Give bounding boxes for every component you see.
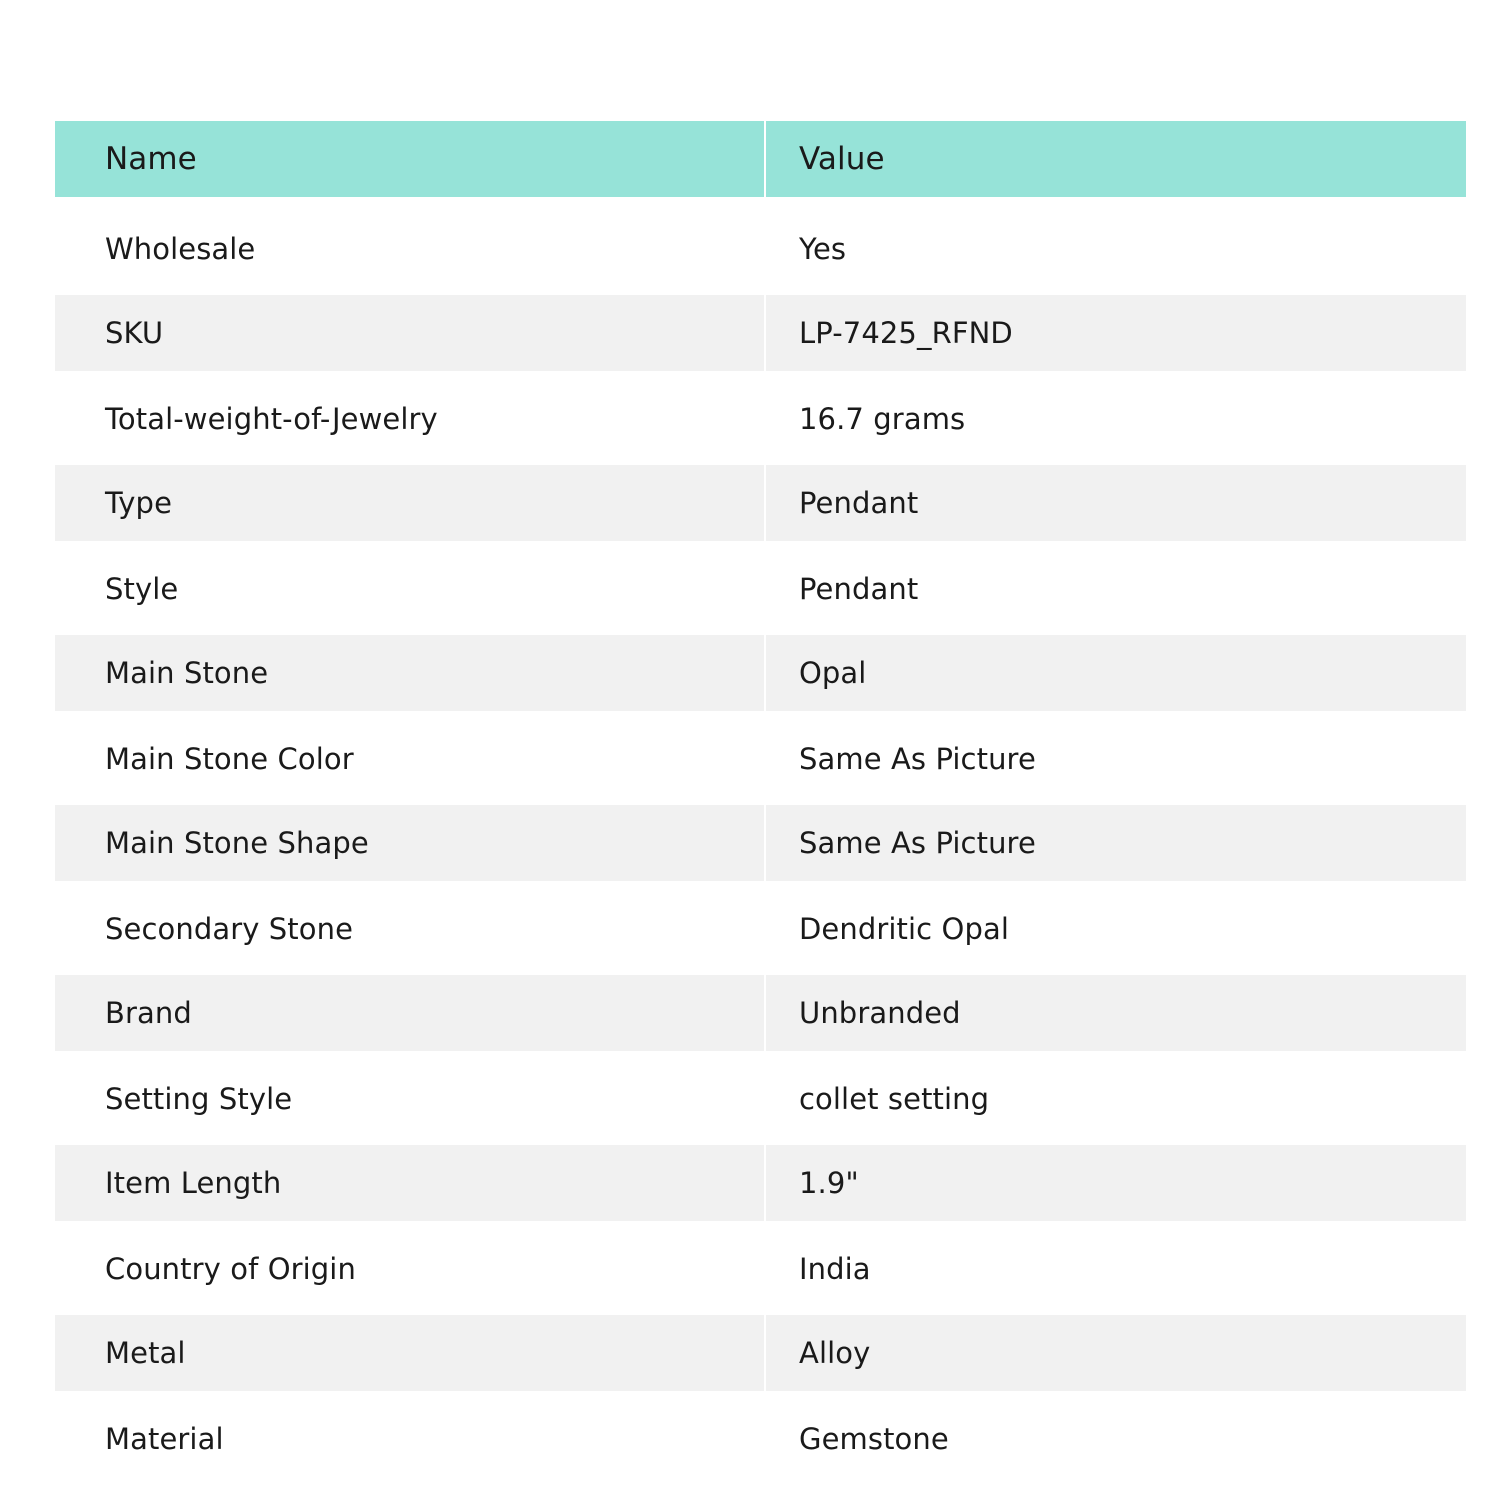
- specs-table: [55, 121, 1466, 1481]
- row-name-cell: Type: [55, 465, 766, 541]
- row-value-cell: Unbranded: [799, 996, 961, 1030]
- table-body: [55, 206, 1466, 1481]
- table-row: [55, 1396, 1466, 1481]
- row-value-cell: Yes: [799, 231, 847, 266]
- row-name-cell: Main Stone Color: [55, 716, 766, 801]
- row-value-cell: 16.7 grams: [799, 401, 966, 436]
- table-row: [55, 975, 1466, 1051]
- table-row: [55, 206, 1466, 291]
- row-name-cell: Wholesale: [55, 206, 766, 291]
- table-row: [55, 546, 1466, 631]
- row-name-cell: SKU: [55, 295, 766, 371]
- row-value-cell: Pendant: [799, 486, 919, 520]
- row-value-cell: Same As Picture: [799, 741, 1036, 776]
- row-value-cell: collet setting: [799, 1081, 990, 1116]
- table-row: [55, 295, 1466, 371]
- table-header-row: [55, 121, 1466, 197]
- row-name-cell: Metal: [55, 1315, 766, 1391]
- row-name-cell: Main Stone Shape: [55, 805, 766, 881]
- table-row: [55, 376, 1466, 461]
- row-name-cell: Setting Style: [55, 1056, 766, 1141]
- row-value-cell: Same As Picture: [799, 826, 1036, 860]
- table-row: [55, 1145, 1466, 1221]
- table-row: [55, 716, 1466, 801]
- row-name-cell: Item Length: [55, 1145, 766, 1221]
- header-name-cell: Name: [55, 121, 766, 197]
- row-name-cell: Main Stone: [55, 635, 766, 711]
- table-row: [55, 635, 1466, 711]
- table-row: [55, 465, 1466, 541]
- row-name-cell: Secondary Stone: [55, 886, 766, 971]
- table-row: [55, 1056, 1466, 1141]
- table-row: [55, 886, 1466, 971]
- row-value-cell: Opal: [799, 656, 867, 690]
- row-value-cell: LP-7425_RFND: [799, 316, 1013, 350]
- row-value-cell: Pendant: [799, 571, 919, 606]
- row-value-cell: Alloy: [799, 1336, 871, 1370]
- row-name-cell: Country of Origin: [55, 1226, 766, 1311]
- row-value-cell: Dendritic Opal: [799, 911, 1009, 946]
- row-value-cell: India: [799, 1251, 871, 1286]
- table-row: [55, 805, 1466, 881]
- row-name-cell: Brand: [55, 975, 766, 1051]
- row-value-cell: Gemstone: [799, 1421, 949, 1456]
- row-name-cell: Material: [55, 1396, 766, 1481]
- table-row: [55, 1315, 1466, 1391]
- row-name-cell: Total-weight-of-Jewelry: [55, 376, 766, 461]
- table-row: [55, 1226, 1466, 1311]
- row-value-cell: 1.9": [799, 1166, 859, 1200]
- row-name-cell: Style: [55, 546, 766, 631]
- header-value-cell: Value: [799, 141, 885, 177]
